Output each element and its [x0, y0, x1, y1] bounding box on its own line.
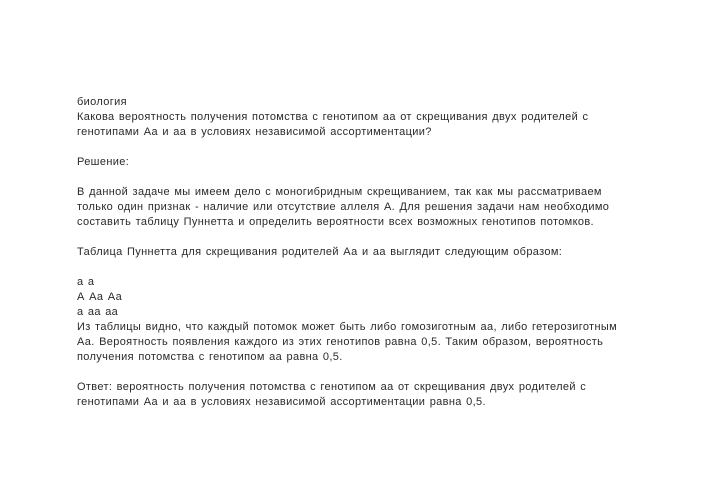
punnett-row-1: а а: [77, 276, 95, 288]
paragraph1-line-1: В данной задаче мы имеем дело с моногибридным скрещиванием, так как мы рассматриваем: [77, 186, 602, 198]
spacer: [77, 260, 677, 275]
spacer: [77, 230, 677, 245]
paragraph2-line-3: получения потомства с генотипом аа равна 0,5.: [77, 351, 343, 363]
spacer: [77, 170, 677, 185]
paragraph1-line-2: только один признак - наличие или отсутствие аллеля А. Для решения задачи нам необходимо: [77, 201, 610, 213]
paragraph2-line-2: Аа. Вероятность появления каждого из этих генотипов равна 0,5. Таким образом, вероятность: [77, 336, 604, 348]
table-intro: Таблица Пуннетта для скрещивания родителей Аа и аа выглядит следующим образом:: [77, 246, 563, 258]
question-line-2: генотипами Аа и аа в условиях независимой ассортиментации?: [77, 126, 432, 138]
subject-line: биология: [77, 96, 127, 108]
punnett-row-2: А Аа Аа: [77, 291, 123, 303]
question-line-1: Какова вероятность получения потомства с генотипом аа от скрещивания двух родителей с: [77, 111, 589, 123]
solution-heading: Решение:: [77, 156, 130, 168]
answer-line-2: генотипами Аа и аа в условиях независимой ассортиментации равна 0,5.: [77, 396, 486, 408]
spacer: [77, 140, 677, 155]
document-body: [77, 95, 677, 410]
answer-line-1: Ответ: вероятность получения потомства с генотипом аа от скрещивания двух родителей с: [77, 381, 587, 393]
spacer: [77, 365, 677, 380]
paragraph1-line-3: составить таблицу Пуннетта и определить вероятности всех возможных генотипов потомков.: [77, 216, 594, 228]
paragraph2-line-1: Из таблицы видно, что каждый потомок может быть либо гомозиготным аа, либо гетерозиготным: [77, 321, 618, 333]
punnett-row-3: а аа аа: [77, 306, 119, 318]
